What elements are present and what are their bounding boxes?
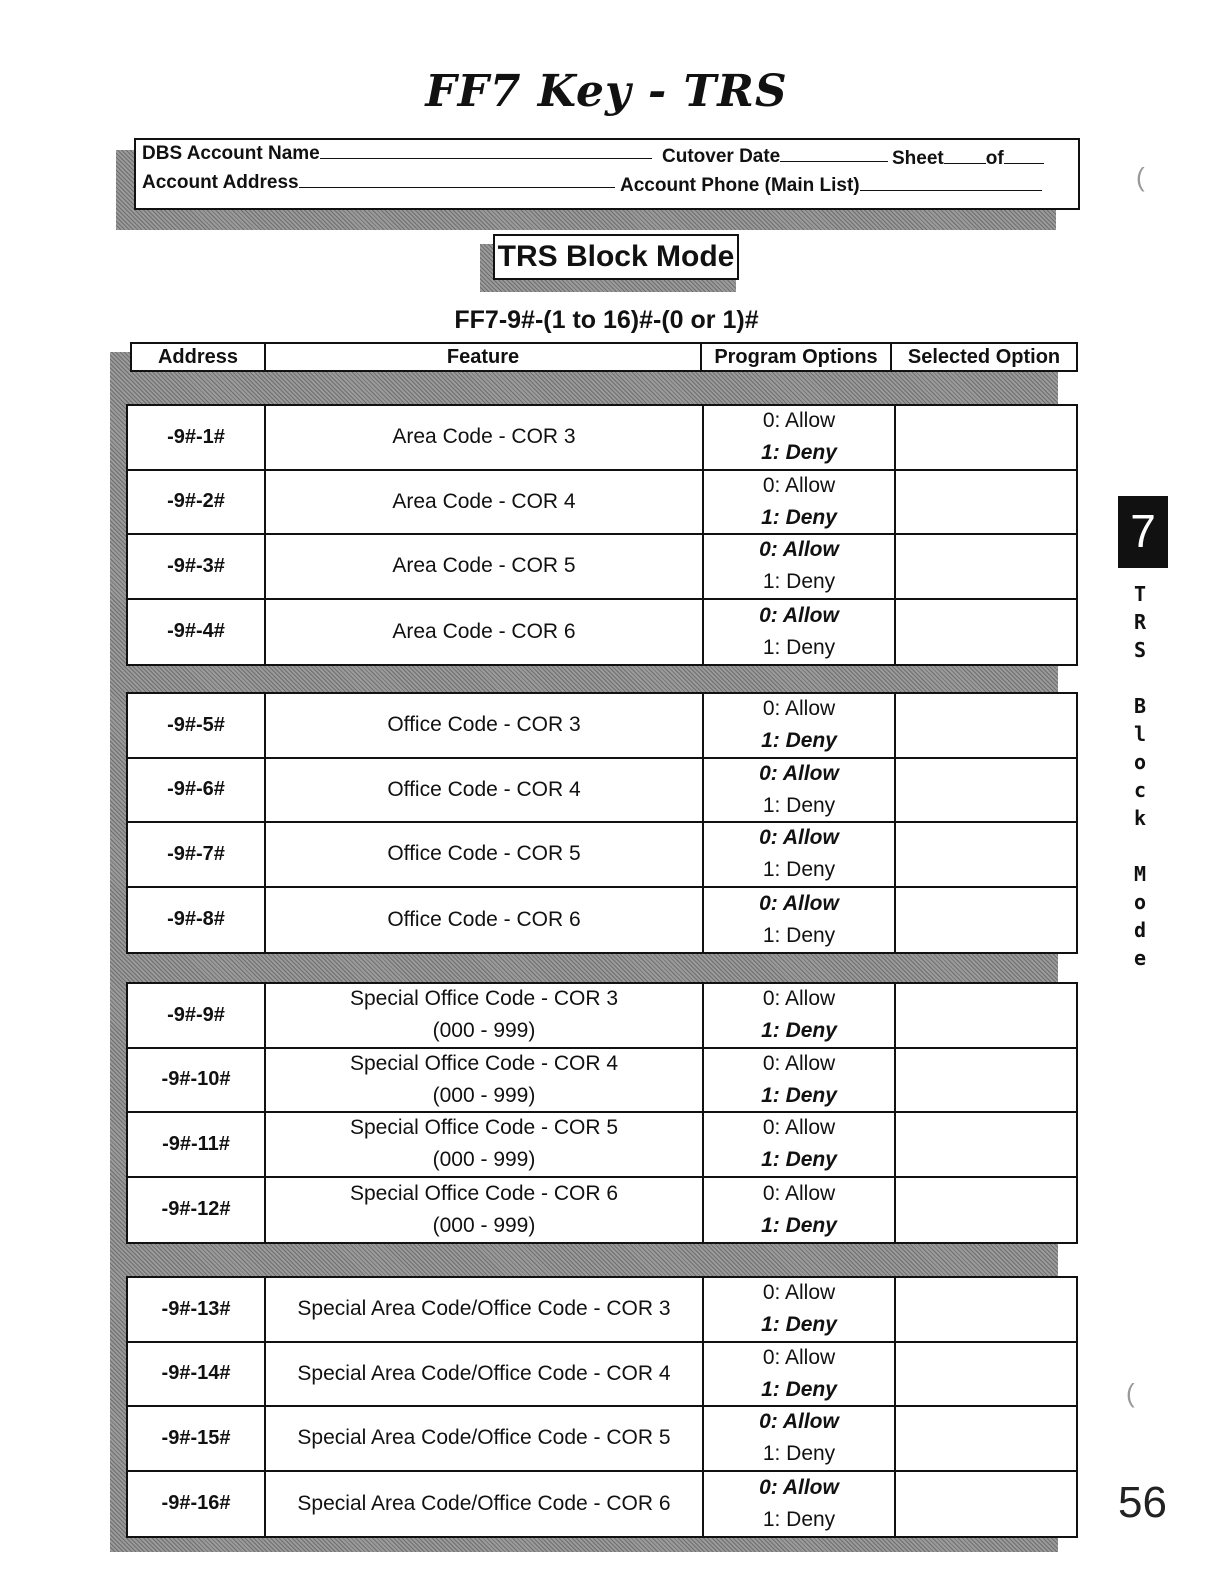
feature-name: Special Area Code/Office Code - COR 6 xyxy=(297,1491,671,1515)
tab-letter: l xyxy=(1133,722,1147,746)
header-feature: Feature xyxy=(264,342,702,372)
feature-name: Special Office Code - COR 5 xyxy=(349,1116,619,1140)
option-allow: 0: Allow xyxy=(762,1116,836,1140)
program-options-cell xyxy=(704,984,896,1047)
program-options-cell xyxy=(704,823,896,886)
feature-cell xyxy=(266,823,704,886)
selected-option-cell[interactable] xyxy=(896,823,1076,886)
section-title: TRS Block Mode xyxy=(493,234,739,280)
selected-option-cell[interactable] xyxy=(896,471,1076,534)
address-cell: -9#-16# xyxy=(128,1472,266,1537)
tab-letter: o xyxy=(1133,890,1147,914)
tab-letter: B xyxy=(1133,694,1147,718)
option-deny: 1: Deny xyxy=(761,729,837,753)
feature-name: Area Code - COR 5 xyxy=(392,554,576,578)
option-allow: 0: Allow xyxy=(762,1281,836,1305)
feature-cell xyxy=(266,535,704,598)
option-deny: 1: Deny xyxy=(761,1213,837,1237)
feature-cell xyxy=(266,888,704,953)
option-allow: 0: Allow xyxy=(759,538,839,562)
program-options-cell xyxy=(704,471,896,534)
tab-letter: d xyxy=(1133,918,1147,942)
selected-option-cell[interactable] xyxy=(896,1343,1076,1406)
address-cell: -9#-7# xyxy=(128,823,266,886)
selected-option-cell[interactable] xyxy=(896,984,1076,1047)
selected-option-cell[interactable] xyxy=(896,888,1076,953)
option-allow: 0: Allow xyxy=(762,1181,836,1205)
feature-cell xyxy=(266,1178,704,1243)
option-allow: 0: Allow xyxy=(759,761,839,785)
address-cell: -9#-8# xyxy=(128,888,266,953)
address-cell: -9#-9# xyxy=(128,984,266,1047)
tab-letter: S xyxy=(1133,638,1147,662)
table-row xyxy=(128,888,1076,953)
account-phone-line xyxy=(860,174,1042,191)
option-deny: 1: Deny xyxy=(762,793,836,817)
feature-cell xyxy=(266,759,704,822)
tab-letter: T xyxy=(1133,582,1147,606)
option-allow: 0: Allow xyxy=(762,1345,836,1369)
header-address: Address xyxy=(130,342,266,372)
option-allow: 0: Allow xyxy=(762,697,836,721)
table-header xyxy=(130,342,1078,372)
table-group xyxy=(126,404,1078,666)
option-deny: 1: Deny xyxy=(761,1377,837,1401)
option-deny: 1: Deny xyxy=(761,1148,837,1172)
feature-name: Area Code - COR 3 xyxy=(392,425,576,449)
option-allow: 0: Allow xyxy=(759,603,839,627)
option-deny: 1: Deny xyxy=(761,441,837,465)
table-row xyxy=(128,1178,1076,1243)
program-options-cell xyxy=(704,759,896,822)
tab-letter xyxy=(1128,664,1152,692)
feature-range: (000 - 999) xyxy=(432,1148,536,1172)
feature-name: Office Code - COR 5 xyxy=(387,842,581,866)
of-label: of xyxy=(985,148,1004,169)
program-options-cell xyxy=(704,694,896,757)
feature-range: (000 - 999) xyxy=(432,1083,536,1107)
selected-option-cell[interactable] xyxy=(896,600,1076,665)
feature-cell xyxy=(266,984,704,1047)
program-options-cell xyxy=(704,600,896,665)
account-name-label: DBS Account Name xyxy=(142,143,320,164)
tab-letter: R xyxy=(1133,610,1147,634)
program-options-cell xyxy=(704,1278,896,1341)
feature-cell xyxy=(266,1343,704,1406)
option-allow: 0: Allow xyxy=(759,891,839,915)
selected-option-cell[interactable] xyxy=(896,1278,1076,1341)
address-cell: -9#-10# xyxy=(128,1049,266,1112)
account-info-box xyxy=(134,138,1080,210)
program-options-cell xyxy=(704,535,896,598)
address-cell: -9#-3# xyxy=(128,535,266,598)
cutover-date-label: Cutover Date xyxy=(662,146,781,167)
feature-cell xyxy=(266,1472,704,1537)
cutover-date-field[interactable] xyxy=(662,145,888,168)
table-row xyxy=(128,406,1076,471)
option-deny: 1: Deny xyxy=(762,635,836,659)
feature-name: Special Office Code - COR 3 xyxy=(349,987,619,1011)
account-address-line xyxy=(299,171,615,188)
sheet-label: Sheet xyxy=(892,148,944,169)
feature-name: Special Area Code/Office Code - COR 5 xyxy=(297,1426,671,1450)
address-cell: -9#-11# xyxy=(128,1113,266,1176)
option-allow: 0: Allow xyxy=(762,987,836,1011)
selected-option-cell[interactable] xyxy=(896,1049,1076,1112)
table-group xyxy=(126,982,1078,1244)
selected-option-cell[interactable] xyxy=(896,759,1076,822)
feature-name: Special Area Code/Office Code - COR 3 xyxy=(297,1297,671,1321)
account-address-field[interactable] xyxy=(142,171,615,194)
option-allow: 0: Allow xyxy=(762,1051,836,1075)
account-address-label: Account Address xyxy=(142,172,299,193)
table-row xyxy=(128,1472,1076,1537)
selected-option-cell[interactable] xyxy=(896,1113,1076,1176)
table-row xyxy=(128,600,1076,665)
table-row xyxy=(128,1113,1076,1178)
program-options-cell xyxy=(704,1113,896,1176)
table-group xyxy=(126,1276,1078,1538)
program-options-cell xyxy=(704,1343,896,1406)
table-row xyxy=(128,1278,1076,1343)
program-options-cell xyxy=(704,1472,896,1537)
option-deny: 1: Deny xyxy=(762,923,836,947)
chapter-tab: 7 xyxy=(1118,496,1168,568)
address-cell: -9#-6# xyxy=(128,759,266,822)
feature-cell xyxy=(266,694,704,757)
address-cell: -9#-5# xyxy=(128,694,266,757)
feature-cell xyxy=(266,1049,704,1112)
tab-letter: o xyxy=(1133,750,1147,774)
program-options-cell xyxy=(704,1049,896,1112)
table-row xyxy=(128,535,1076,600)
address-cell: -9#-12# xyxy=(128,1178,266,1243)
option-allow: 0: Allow xyxy=(762,409,836,433)
feature-name: Special Office Code - COR 4 xyxy=(349,1051,619,1075)
feature-name: Office Code - COR 3 xyxy=(387,713,581,737)
option-allow: 0: Allow xyxy=(762,473,836,497)
address-cell: -9#-15# xyxy=(128,1407,266,1470)
feature-cell xyxy=(266,471,704,534)
header-program-options: Program Options xyxy=(700,342,892,372)
selected-option-cell[interactable] xyxy=(896,1178,1076,1243)
tab-letter: c xyxy=(1133,778,1147,802)
selected-option-cell[interactable] xyxy=(896,1472,1076,1537)
sheet-field[interactable] xyxy=(892,147,1044,170)
tab-letter: e xyxy=(1133,946,1147,970)
tab-letter: k xyxy=(1133,806,1147,830)
feature-cell xyxy=(266,1113,704,1176)
option-allow: 0: Allow xyxy=(759,826,839,850)
address-cell: -9#-2# xyxy=(128,471,266,534)
option-deny: 1: Deny xyxy=(762,570,836,594)
option-deny: 1: Deny xyxy=(761,505,837,529)
selected-option-cell[interactable] xyxy=(896,406,1076,469)
feature-name: Special Area Code/Office Code - COR 4 xyxy=(297,1361,671,1385)
selected-option-cell[interactable] xyxy=(896,535,1076,598)
selected-option-cell[interactable] xyxy=(896,1407,1076,1470)
table-row xyxy=(128,1407,1076,1472)
feature-name: Area Code - COR 4 xyxy=(392,489,576,513)
feature-range: (000 - 999) xyxy=(432,1019,536,1043)
selected-option-cell[interactable] xyxy=(896,694,1076,757)
account-name-line xyxy=(320,142,652,159)
address-cell: -9#-13# xyxy=(128,1278,266,1341)
table-row xyxy=(128,471,1076,536)
feature-name: Special Office Code - COR 6 xyxy=(349,1181,619,1205)
sheet-line xyxy=(944,147,986,164)
table-row xyxy=(128,1049,1076,1114)
tab-letter xyxy=(1128,832,1152,860)
program-options-cell xyxy=(704,406,896,469)
page-number: 56 xyxy=(1118,1478,1167,1527)
account-phone-label: Account Phone (Main List) xyxy=(620,175,860,196)
account-name-field[interactable] xyxy=(142,142,652,165)
option-deny: 1: Deny xyxy=(761,1313,837,1337)
cutover-date-line xyxy=(780,145,888,162)
feature-name: Area Code - COR 6 xyxy=(392,619,576,643)
feature-name: Office Code - COR 4 xyxy=(387,777,581,801)
hole-punch-mark: ( xyxy=(1126,1378,1135,1408)
address-cell: -9#-14# xyxy=(128,1343,266,1406)
table-row xyxy=(128,984,1076,1049)
program-options-cell xyxy=(704,1407,896,1470)
table-group xyxy=(126,692,1078,954)
feature-cell xyxy=(266,1278,704,1341)
feature-cell xyxy=(266,600,704,665)
option-deny: 1: Deny xyxy=(762,1442,836,1466)
feature-name: Office Code - COR 6 xyxy=(387,907,581,931)
of-line xyxy=(1004,147,1044,164)
option-deny: 1: Deny xyxy=(762,858,836,882)
program-options-cell xyxy=(704,1178,896,1243)
option-deny: 1: Deny xyxy=(761,1083,837,1107)
address-cell: -9#-1# xyxy=(128,406,266,469)
page-title: FF7 Key - TRS xyxy=(425,66,788,117)
account-phone-field[interactable] xyxy=(620,174,1042,197)
option-allow: 0: Allow xyxy=(759,1410,839,1434)
feature-cell xyxy=(266,1407,704,1470)
option-deny: 1: Deny xyxy=(762,1507,836,1531)
table-row xyxy=(128,823,1076,888)
option-deny: 1: Deny xyxy=(761,1019,837,1043)
tab-letter: M xyxy=(1133,862,1147,886)
table-row xyxy=(128,694,1076,759)
chapter-tab-label xyxy=(1128,580,1152,972)
header-selected-option: Selected Option xyxy=(890,342,1078,372)
feature-cell xyxy=(266,406,704,469)
command-string: FF7-9#-(1 to 16)#-(0 or 1)# xyxy=(454,306,759,334)
address-cell: -9#-4# xyxy=(128,600,266,665)
table-row xyxy=(128,759,1076,824)
table-row xyxy=(128,1343,1076,1408)
hole-punch-mark: ( xyxy=(1136,162,1145,192)
option-allow: 0: Allow xyxy=(759,1475,839,1499)
program-options-cell xyxy=(704,888,896,953)
feature-range: (000 - 999) xyxy=(432,1213,536,1237)
